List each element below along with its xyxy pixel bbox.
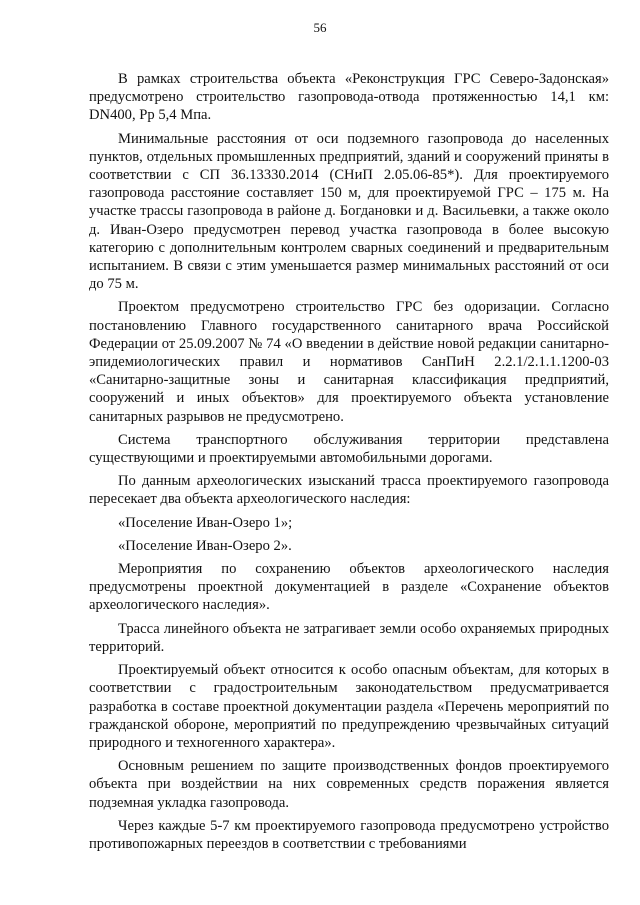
list-item: «Поселение Иван-Озеро 1»; [118, 514, 293, 531]
paragraph: Через каждые 5-7 км проектируемого газопровода предусмотрено устройство противопожарных переездов в соответствии с требованиями [89, 817, 609, 852]
page-number: 56 [313, 20, 327, 35]
paragraph: Проектируемый объект относится к особо опасным объектам, для которых в соответствии с градостроительным законодательством предусматривается разработка в составе проектной документации раздела «Перечень мероприятий по гражданской обороне, мероприятий по предупреждению чрезвычайных ситуаций природного и техногенного характера». [89, 662, 609, 751]
paragraph: Минимальные расстояния от оси подземного газопровода до населенных пунктов, отдельных промышленных предприятий, зданий и сооружений приняты в соответствии с СП 36.13330.2014 (СНиП 2.05.06-85*). Для проектируемого газопровода расстояние составляет 150 м, для проектируемой ГРС – 175 м. На участке трассы газопровода в районе д. Богдановки и д. Васильевки, а также около д. Иван-Озеро предусмотрен перевод участка газопровода в более высокую категорию с дополнительным контролем сварных соединений и предварительным испытанием. В связи с этим уменьшается размер минимальных расстояний от оси до 75 м. [89, 130, 609, 293]
paragraph: Проектом предусмотрено строительство ГРС без одоризации. Согласно постановлению Главного государственного санитарного врача Российской Федерации от 25.09.2007 № 74 «О введении в действие новой редакции санитарно-эпидемиологических правил и нормативов СанПиН 2.2.1/2.1.1.1200-03 «Санитарно-защитные зоны и санитарная классификация предприятий, сооружений и иных объектов» для проектируемого объекта установление санитарных разрывов не предусмотрено. [89, 299, 609, 425]
paragraph: По данным археологических изысканий трасса проектируемого газопровода пересекает два объекта археологического наследия: [89, 473, 609, 508]
paragraph: Трасса линейного объекта не затрагивает земли особо охраняемых природных территорий. [89, 620, 609, 655]
list-item: «Поселение Иван-Озеро 2». [118, 537, 292, 554]
paragraph: Основным решением по защите производственных фондов проектируемого объекта при воздействии на них современных средств поражения является подземная укладка газопровода. [89, 758, 609, 811]
paragraph: Мероприятия по сохранению объектов археологического наследия предусмотрены проектной документацией в разделе «Сохранение объектов археологического наследия». [89, 561, 609, 614]
paragraph: Система транспортного обслуживания территории представлена существующими и проектируемыми автомобильными дорогами. [89, 431, 609, 467]
paragraph: В рамках строительства объекта «Реконструкция ГРС Северо-Задонская» предусмотрено строительство газопровода-отвода протяженностью 14,1 км: DN400, Рр 5,4 Мпа. [89, 71, 609, 124]
document-body [89, 70, 609, 853]
